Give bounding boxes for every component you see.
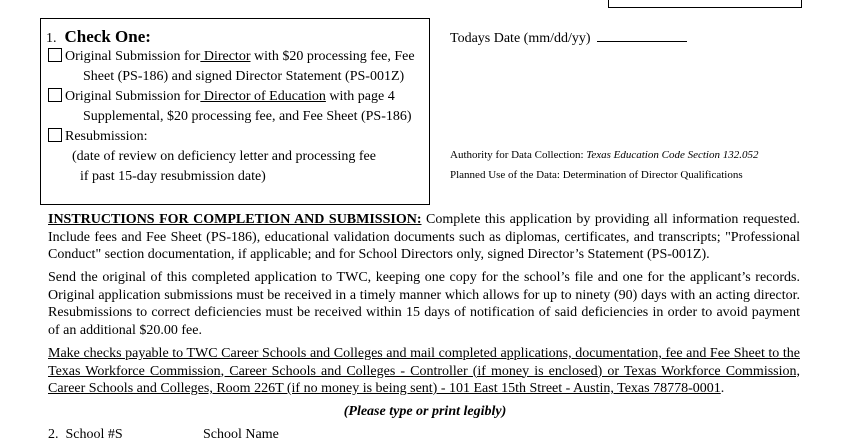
- checkbox-resubmission[interactable]: [48, 128, 62, 142]
- check-one-title: [46, 27, 151, 47]
- resubmission-detail-1: (date of review on deficiency letter and processing fee: [72, 149, 376, 164]
- instructions-paragraph-1: [48, 211, 800, 264]
- option-director-of-education-detail: Supplemental, $20 processing fee, and Fee Sheet (PS-186): [83, 109, 412, 124]
- option-role: Director of Education: [200, 89, 326, 104]
- school-number-field[interactable]: [48, 427, 123, 441]
- top-right-box: [608, 0, 802, 8]
- school-name-label[interactable]: School Name: [203, 427, 279, 441]
- instructions-heading: INSTRUCTIONS FOR COMPLETION AND SUBMISSION:: [48, 212, 422, 227]
- option-director[interactable]: [48, 47, 415, 67]
- authority-value: Texas Education Code Section 132.052: [586, 149, 759, 161]
- option-director-of-education[interactable]: [48, 87, 395, 107]
- instructions-paragraph-3: [48, 345, 800, 398]
- authority-text: [450, 149, 758, 161]
- period: .: [720, 381, 725, 396]
- check-one-heading: Check One:: [64, 27, 151, 46]
- authority-label: Authority for Data Collection:: [450, 149, 587, 161]
- instructions-text: Complete this application by providing all information requested. Include fees and Fee Sheet (PS-186), educational validation documents such as diplomas, certificates, and transcripts; "Professional Conduct" section documentation, if applicable; and for School Directors only, signed Director’s Statement (PS-001Z).: [48, 212, 800, 262]
- instructions-paragraph-2: Send the original of this completed application to TWC, keeping one copy for the school’s file and one for the applicant’s records. Original application submissions must be received in a timely manner which allows for up to ninety (90) days with an acting director. Resubmissions to correct deficiencies must be received within 15 days of notification of said deficiencies in order to avoid payment of an additional $20.00 fee.: [48, 270, 800, 338]
- resubmission-detail-2: if past 15-day resubmission date): [80, 169, 266, 184]
- section-number: 2.: [48, 427, 59, 441]
- option-director-detail: Sheet (PS-186) and signed Director Statement (PS-001Z): [83, 69, 405, 84]
- checkbox-director[interactable]: [48, 48, 62, 62]
- option-label: with page 4: [325, 89, 395, 104]
- planned-use-text: Planned Use of the Data: Determination of Director Qualifications: [450, 169, 743, 181]
- option-resubmission[interactable]: [48, 127, 147, 147]
- option-label: Original Submission for: [65, 89, 201, 104]
- mailing-instructions: Make checks payable to TWC Career Schools and Colleges and mail completed applications, documentation, fee and Fee Sheet to the Texas Workforce Commission, Career Schools and Colleges - Controller (if money is enclosed) or Texas Workforce Commission, Career Schools and Colleges, Room 226T (if no money is being sent) - 101 East 15th Street - Austin, Texas 78778-0001: [48, 346, 800, 396]
- todays-date-label: Todays Date (mm/dd/yy): [450, 31, 591, 46]
- please-type-note: (Please type or print legibly): [343, 404, 507, 419]
- section-number: 1.: [46, 31, 57, 46]
- todays-date-field[interactable]: [450, 31, 687, 47]
- option-role: Director: [200, 49, 251, 64]
- option-label: with $20 processing fee, Fee: [250, 49, 415, 64]
- school-number-label: School #S: [65, 427, 123, 441]
- todays-date-line[interactable]: [597, 31, 687, 42]
- option-label: Resubmission:: [65, 129, 148, 144]
- checkbox-director-of-education[interactable]: [48, 88, 62, 102]
- option-label: Original Submission for: [65, 49, 201, 64]
